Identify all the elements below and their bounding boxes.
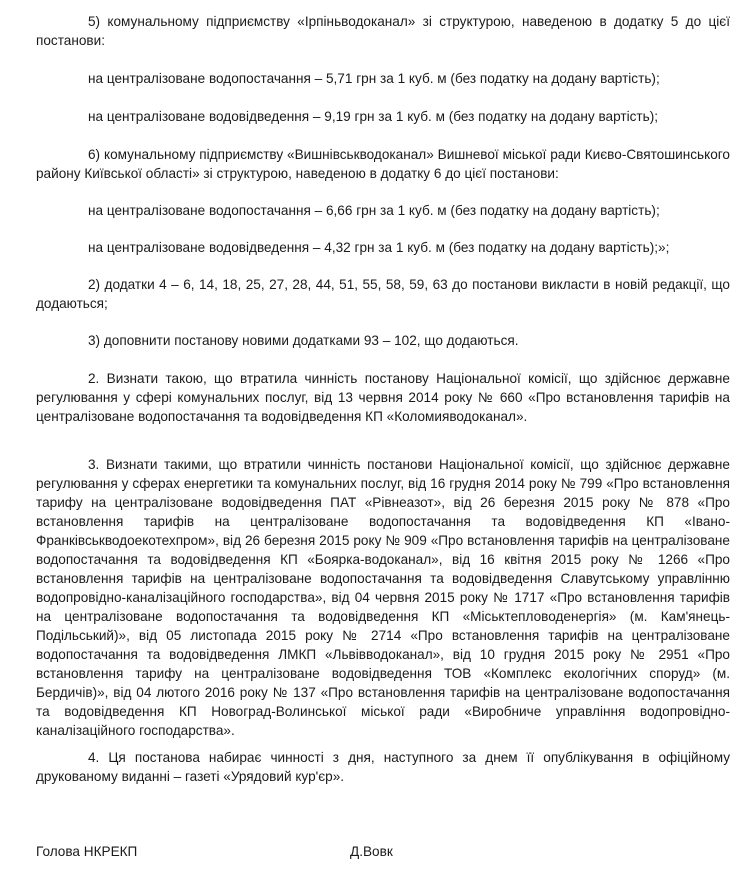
paragraph-section-4: 4. Ця постанова набирає чинності з дня, наступного за днем її опублікування в офіційному друкованому виданні – газеті «Урядовий кур'єр». <box>36 750 730 784</box>
paragraph-annexes-update: 2) додатки 4 – 6, 14, 18, 25, 27, 28, 44, 51, 55, 58, 59, 63 до постанови викласти в новій редакції, що додаються; <box>36 277 730 311</box>
paragraph-item-5: 5) комунальному підприємству «Ірпіньводоканал» зі структурою, наведеною в додатку 5 до цієї постанови: <box>36 14 730 48</box>
paragraph-section-3: 3. Визнати такими, що втратили чинність постанови Національної комісії, що здійснює державне регулювання у сферах енергетики та комунальних послуг, від 16 грудня 2014 року № 799 «Про встановлення тарифу на централізоване водовідведення ПАТ «Рівнеазот», від 26 березня 2015 року № 878 «Про встановлення тарифів на централізоване водопостачання та водовідведення КП «Івано-Франківськводоекотехпром», від 26 березня 2015 року № 909 «Про встановлення тарифів на централізоване водопостачання та водовідведення КП «Боярка-водоканал», від 16 квітня 2015 року № 1266 «Про встановлення тарифів на централізоване водопостачання та водовідведення Славутському управлінню водопровідно-каналізаційного господарства», від 04 червня 2015 року № 1717 «Про встановлення тарифів на централізоване водопостачання та водовідведення КП «Міськтепловоденергія» (м. Кам'янець-Подільський)», від 05 листопада 2015 року № 2714 «Про встановлення тарифів на централізоване водопостачання та водовідведення ЛМКП «Львівводоканал», від 10 грудня 2015 року № 2951 «Про встановлення тарифу на централізоване водовідведення ТОВ «Комплекс екологічних споруд» (м. Бердичів)», від 04 лютого 2016 року № 137 «Про встановлення тарифів на централізоване водопостачання та водовідведення КП Новоград-Волинської міської ради «Виробниче управління водопровідно-каналізаційного господарства». <box>36 457 730 738</box>
paragraph-annexes-add: 3) доповнити постанову новими додатками 93 – 102, що додаються. <box>88 333 519 348</box>
signature-title: Голова НКРЕКП <box>36 844 138 859</box>
signature-name: Д.Вовк <box>350 844 393 859</box>
paragraph-water-supply-6: на централізоване водопостачання – 6,66 грн за 1 куб. м (без податку на додану вартість); <box>88 203 660 218</box>
paragraph-section-2: 2. Визнати такою, що втратила чинність постанову Національної комісії, що здійснює державне регулювання у сфері комунальних послуг, від 13 червня 2014 року № 660 «Про встановлення тарифів на централізоване водопостачання та водовідведення КП «Коломияводоканал». <box>36 371 730 424</box>
paragraph-water-supply-5: на централізоване водопостачання – 5,71 грн за 1 куб. м (без податку на додану вартість); <box>88 71 660 86</box>
paragraph-drainage-5: на централізоване водовідведення – 9,19 грн за 1 куб. м (без податку на додану вартість); <box>88 109 659 124</box>
paragraph-drainage-6: на централізоване водовідведення – 4,32 грн за 1 куб. м (без податку на додану вартість);»; <box>88 240 670 255</box>
paragraph-item-6: 6) комунальному підприємству «Вишнівськводоканал» Вишневої міської ради Києво-Святошинського району Київської області» зі структурою, наведеною в додатку 6 до цієї постанови: <box>36 147 730 181</box>
